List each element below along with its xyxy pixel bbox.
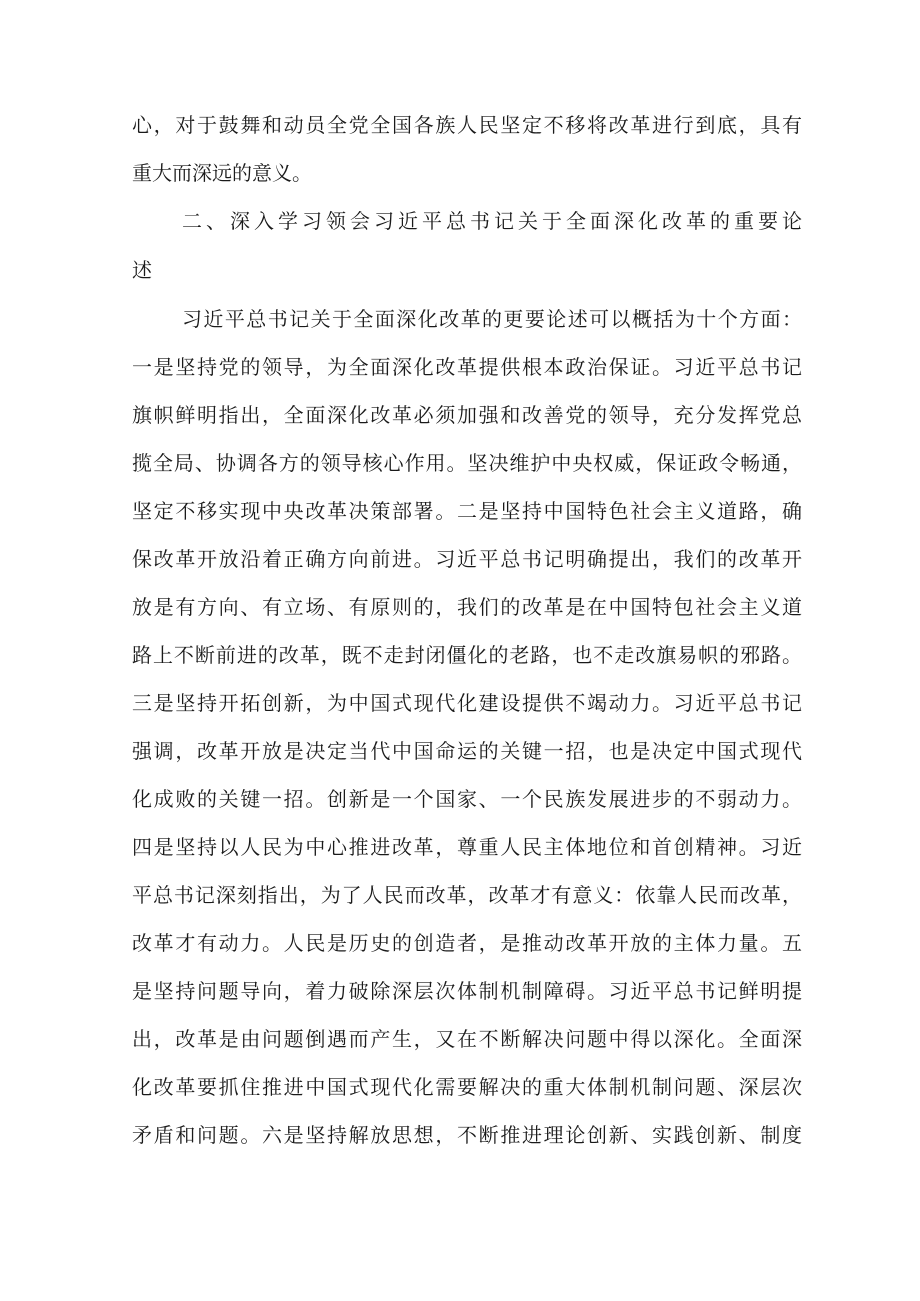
body-text-line: 保改革开放沿着正确方向前进。习近平总书记明确提出，我们的改革开: [132, 547, 802, 571]
body-text-line: 放是有方向、有立场、有原则的，我们的改革是在中国特包社会主义道: [132, 595, 802, 619]
body-text-line: 出，改革是由问题倒遇而产生，又在不断解决问题中得以深化。全面深: [132, 1027, 802, 1051]
body-text-line: 旗帜鲜明指出，全面深化改革必须加强和改善党的领导，充分发挥党总: [132, 403, 802, 427]
body-text-line: 三是坚持开拓创新，为中国式现代化建设提供不竭动力。习近平总书记: [132, 691, 802, 715]
body-text-line: 揽全局、协调各方的领导核心作用。坚决维护中央权威，保证政令畅通，: [132, 451, 802, 475]
body-text-line: 化改革要抓住推进中国式现代化需要解决的重大体制机制问题、深层次: [132, 1075, 802, 1099]
body-text-line: 平总书记深刻指出，为了人民而改革，改革才有意义：依靠人民而改革，: [132, 883, 802, 907]
body-text-line: 改革才有动力。人民是历史的创造者，是推动改革开放的主体力量。五: [132, 931, 802, 955]
body-text-line: 路上不断前进的改革，既不走封闭僵化的老路，也不走改旗易帜的邪路。: [132, 643, 802, 667]
body-text-line: 一是坚持党的领导，为全面深化改革提供根本政治保证。习近平总书记: [132, 355, 802, 379]
body-text-line: 心，对于鼓舞和动员全党全国各族人民坚定不移将改革进行到底，具有: [132, 113, 802, 137]
section-heading-line: 述: [132, 258, 152, 282]
body-text-line: 化成败的关键一招。创新是一个国家、一个民族发展进步的不弱动力。: [132, 787, 802, 811]
body-text-line: 矛盾和问题。六是坚持解放思想，不断推进理论创新、实践创新、制度: [132, 1123, 802, 1147]
body-text-line: 强调，改革开放是决定当代中国命运的关键一招，也是决定中国式现代: [132, 739, 802, 763]
body-text-line: 是坚持问题导向，着力破除深层次体制机制障碍。习近平总书记鲜明提: [132, 979, 802, 1003]
body-text-line: 四是坚持以人民为中心推进改革，尊重人民主体地位和首创精神。习近: [132, 835, 802, 859]
body-text-line: 重大而深远的意义。: [132, 161, 312, 185]
body-text-line: 坚定不移实现中央改革决策部署。二是坚持中国特色社会主义道路，确: [132, 499, 802, 523]
section-heading-line: 二、深入学习领会习近平总书记关于全面深化改革的重要论: [182, 209, 802, 233]
body-text-line: 习近平总书记关于全面深化改革的更要论述可以概括为十个方面：: [182, 307, 802, 331]
